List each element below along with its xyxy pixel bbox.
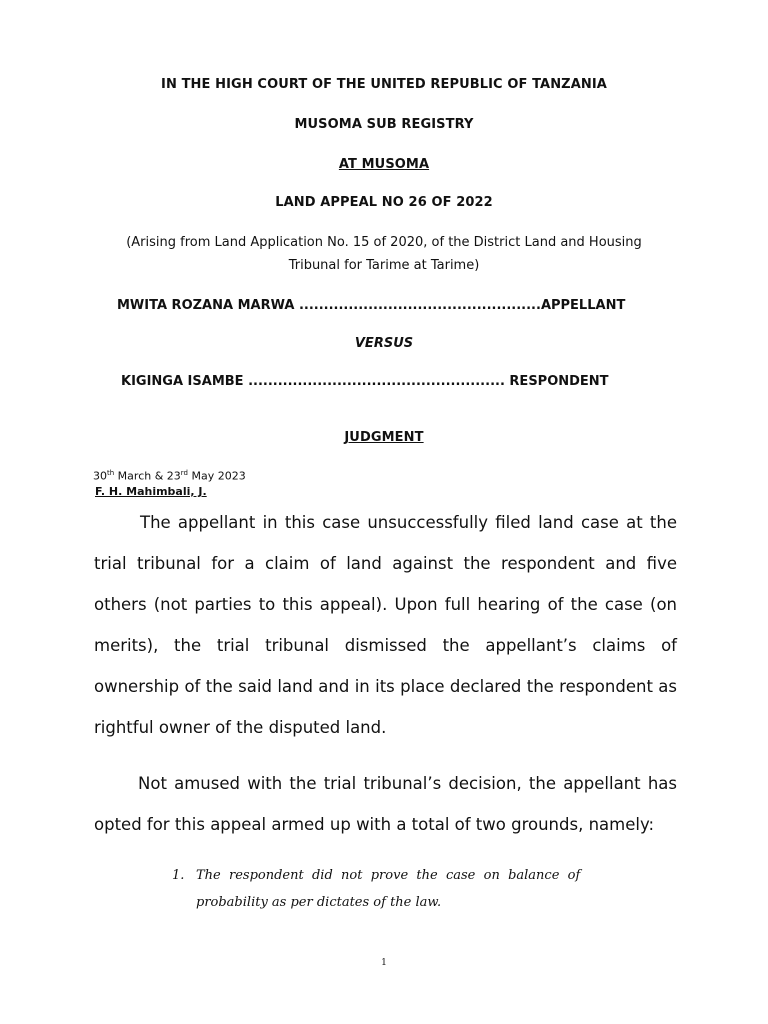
appellant-line: [117, 298, 625, 313]
paragraph-2: Not amused with the trial tribunal’s decision, the appellant has opted for this appeal armed up with a total of two grounds, namely:: [94, 774, 677, 834]
ground-line-1: The respondent did not prove the case on balance of: [196, 868, 581, 883]
ground-item: [172, 862, 612, 916]
versus-label: VERSUS: [354, 336, 414, 351]
respondent-dots: ....................................................: [248, 374, 505, 389]
respondent-line: [121, 374, 609, 389]
appellant-dots: .................................................: [298, 298, 541, 313]
ground-number: 1.: [172, 868, 185, 883]
grounds-list: [172, 862, 612, 916]
page-number: 1: [381, 958, 387, 968]
paragraph-1: The appellant in this case unsuccessfully filed land case at the trial tribunal for a claim of land against the respondent and five others (not parties to this appeal). Upon full hearing of the case (on merits), the trial tribunal dismissed the appellant’s claims of ownership of the said land and in its place declared the respondent as rightful owner of the disputed land.: [94, 513, 677, 737]
judge-name: F. H. Mahimbali, J.: [95, 485, 207, 498]
appellant-name: MWITA ROZANA MARWA: [117, 298, 295, 313]
location-heading: AT MUSOMA: [338, 157, 430, 172]
respondent-role: RESPONDENT: [509, 374, 609, 389]
court-heading: IN THE HIGH COURT OF THE UNITED REPUBLIC OF TANZANIA: [161, 77, 607, 92]
arising-line-2: Tribunal for Tarime at Tarime): [288, 258, 480, 273]
respondent-name: KIGINGA ISAMBE: [121, 374, 244, 389]
registry-heading: MUSOMA SUB REGISTRY: [294, 117, 474, 132]
judgment-title: JUDGMENT: [344, 430, 424, 445]
arising-note: [0, 231, 768, 277]
case-number: LAND APPEAL NO 26 OF 2022: [275, 195, 493, 210]
hearing-dates: 30th March & 23rd May 2023: [93, 469, 246, 483]
appellant-role: APPELLANT: [540, 298, 626, 313]
ground-line-2: probability as per dictates of the law.: [196, 895, 442, 910]
arising-line-1: (Arising from Land Application No. 15 of 2020, of the District Land and Housing: [126, 235, 642, 250]
